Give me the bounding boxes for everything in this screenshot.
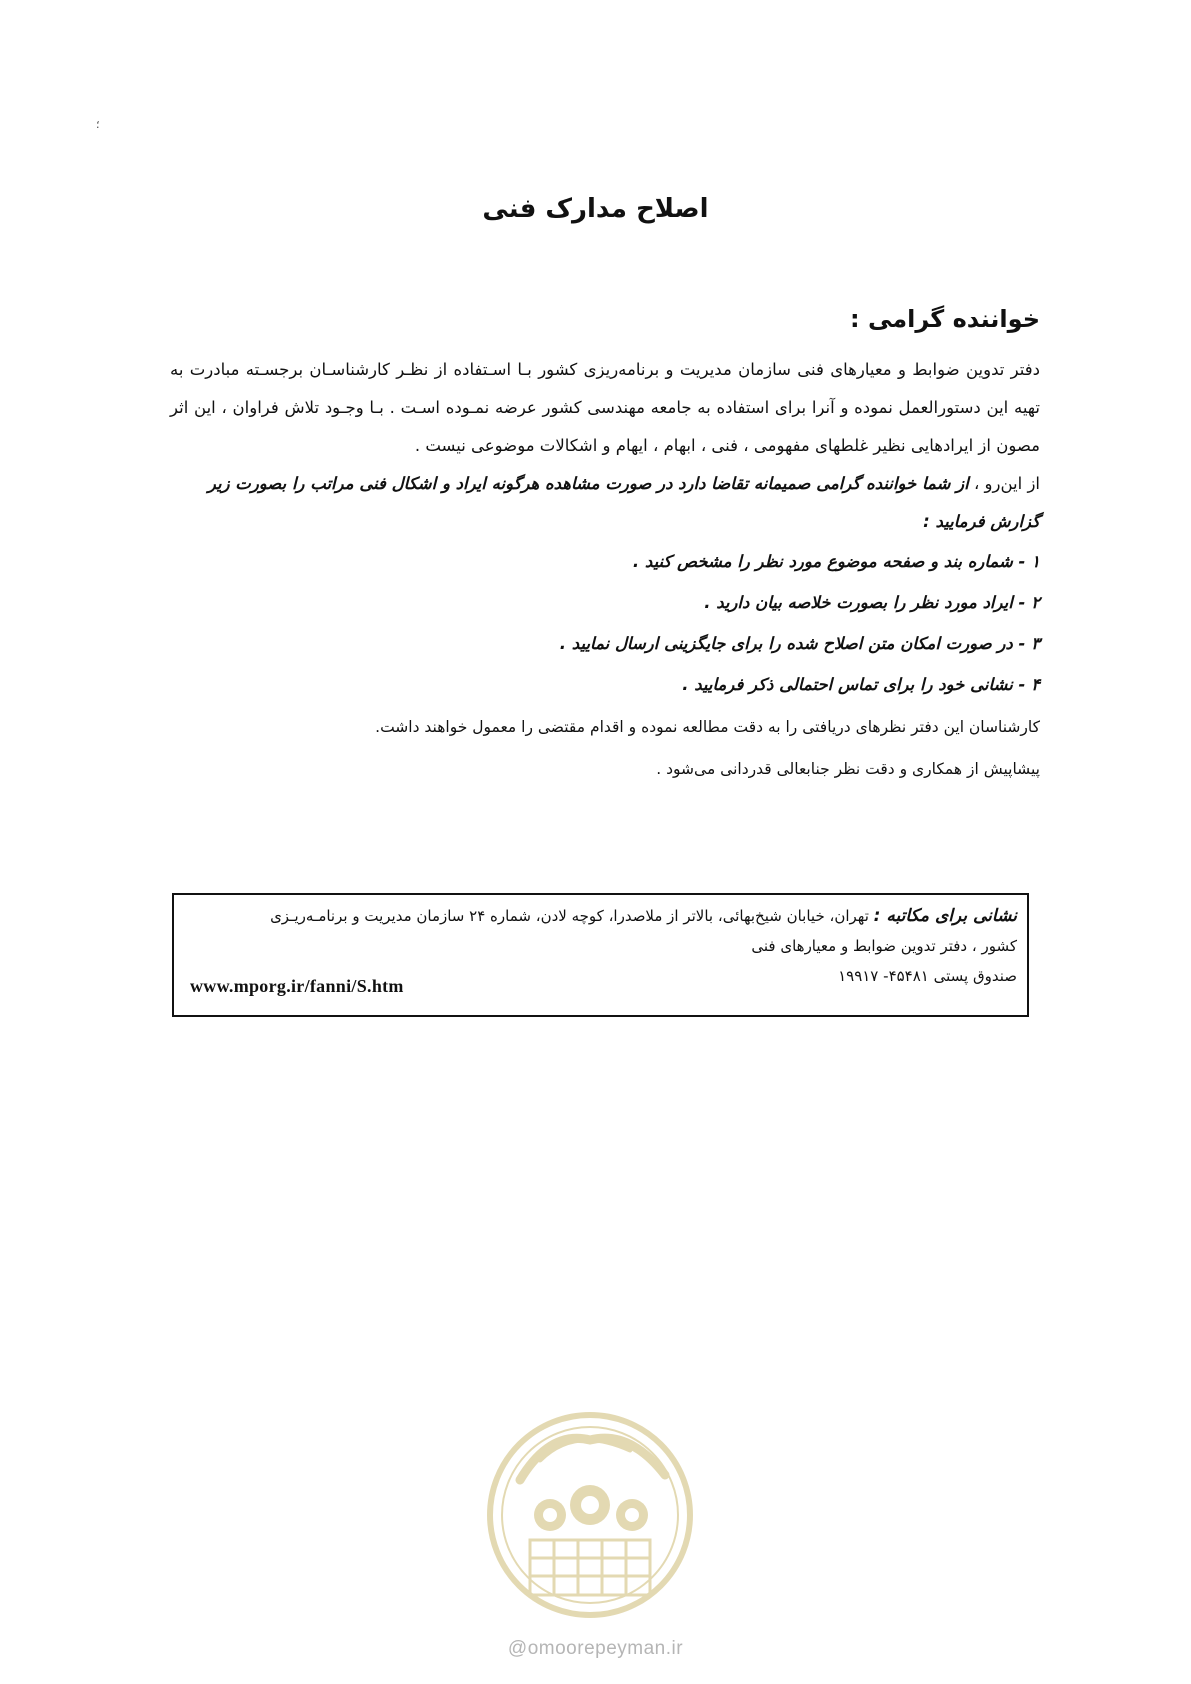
request-list xyxy=(170,541,1040,705)
greeting-heading: خواننده گرامی : xyxy=(850,305,1040,333)
watermark-logo-icon xyxy=(480,1400,700,1640)
address-label: نشانی برای مکاتبه : xyxy=(873,906,1017,926)
address-postbox: صندوق پستی ۴۵۴۸۱- ۱۹۹۱۷ xyxy=(838,967,1017,985)
request-prefix: از این‌رو ، xyxy=(973,474,1040,493)
address-box xyxy=(172,893,1029,1017)
request-emphasis: از شما خواننده گرامی صمیمانه تقاضا دارد در صورت مشاهده هرگونه ایراد و اشکال فنی مراتب را بصورت زیر گزارش فرمایید : xyxy=(207,474,1040,531)
list-item: ۴ - نشانی خود را برای تماس احتمالی ذکر فرمایید . xyxy=(682,675,1040,694)
address-line-1 xyxy=(197,901,1017,931)
watermark-site: @omoorepeyman.ir xyxy=(507,1638,684,1659)
closing-note: کارشناسان این دفتر نظرهای دریافتی را به دقت مطالعه نموده و اقدام مقتضی را معمول خواهند داشت. xyxy=(375,718,1040,736)
address-line-2: کشور ، دفتر تدوین ضوابط و معیارهای فنی xyxy=(751,937,1017,955)
corner-mark: ؛ xyxy=(96,118,100,131)
website-url[interactable]: www.mporg.ir/fanni/S.htm xyxy=(190,976,404,996)
thanks-note: پیشاپیش از همکاری و دقت نظر جنابعالی قدردانی می‌شود . xyxy=(656,760,1040,778)
intro-paragraph: دفتر تدوین ضوابط و معیارهای فنی سازمان مدیریت و برنامه‌ریزی کشور بـا اسـتفاده از نظـر کارشناسـان برجسـته مبادرت به تهیه این دستورالعمل نموده و آنرا برای استفاده به جامعه مهندسی کشور عرضه نمـوده اسـت . بـا وجـود تلاش فراوان ، این اثر مصون از ایرادهایی نظیر غلطهای مفهومی ، فنی ، ابهام ، ایهام و اشکالات موضوعی نیست . xyxy=(170,360,1040,455)
address-street: تهران، خیابان شیخ‌بهائی، بالاتر از ملاصدرا، کوچه لادن، شماره ۲۴ سازمان مدیریت و برنامـه‌ریـزی xyxy=(270,907,869,925)
document-title: اصلاح مدارک فنی xyxy=(482,194,709,224)
letter-body xyxy=(170,305,1040,789)
list-item: ۳ - در صورت امکان متن اصلاح شده را برای جایگزینی ارسال نمایید . xyxy=(559,634,1040,653)
list-item: ۱ - شماره بند و صفحه موضوع مورد نظر را مشخص کنید . xyxy=(632,552,1040,571)
request-paragraph xyxy=(170,465,1040,541)
list-item: ۲ - ایراد مورد نظر را بصورت خلاصه بیان دارید . xyxy=(704,593,1040,612)
